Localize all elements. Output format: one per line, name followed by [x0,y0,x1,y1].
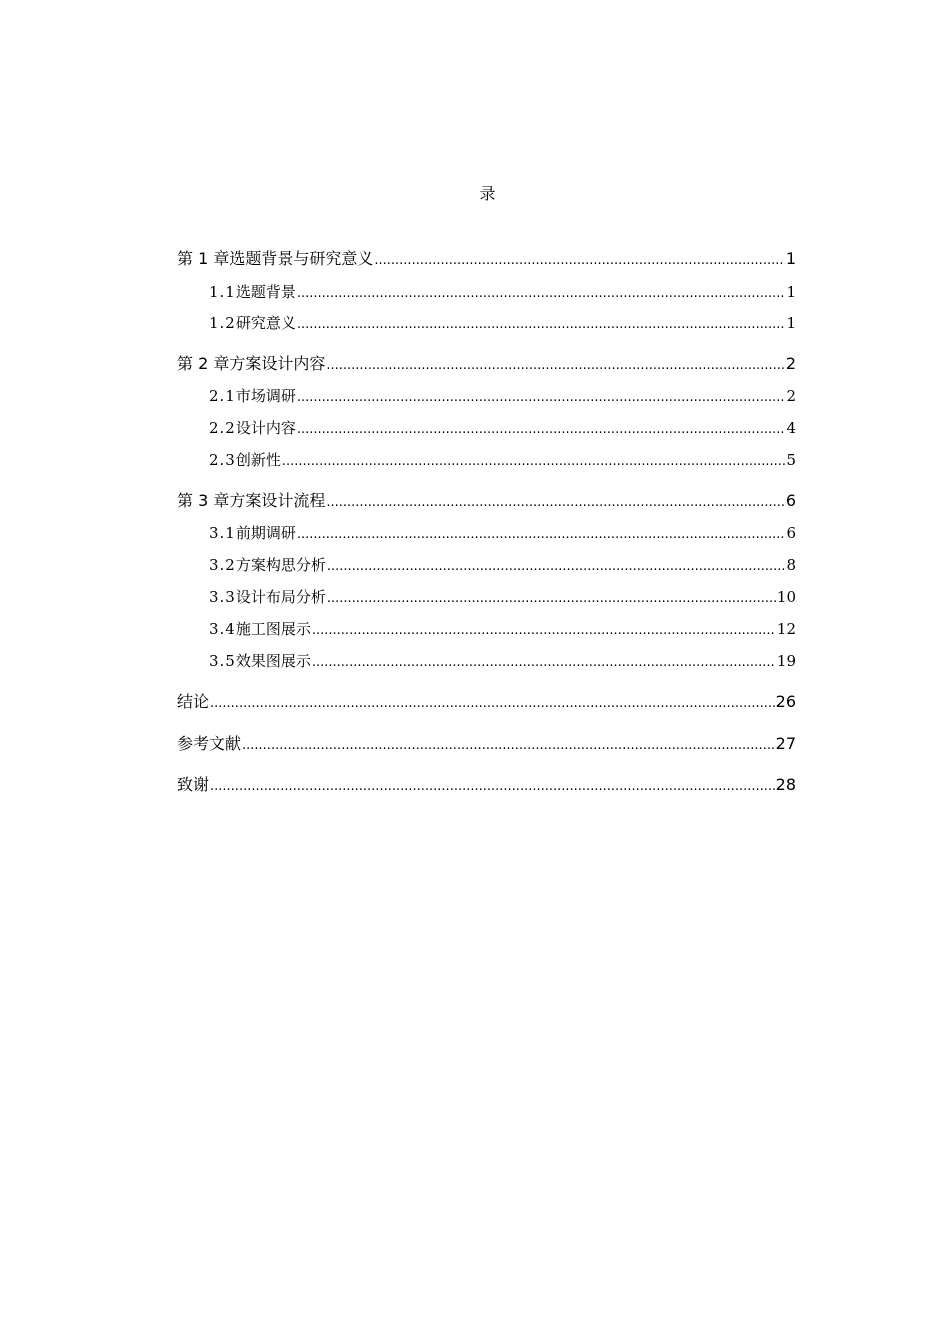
toc-dot-leader [297,387,786,409]
toc-entry-number: 1.2 [209,314,236,332]
toc-entry-title: 研究意义 [235,314,296,332]
toc-dot-leader [374,250,784,272]
toc-entry-title: 设计布局分析 [235,588,326,606]
toc-entry-page: 8 [786,556,796,574]
toc-entry-page: 2 [786,387,796,405]
toc-dot-leader [242,735,775,757]
toc-dot-leader [326,492,784,514]
toc-entry-title: 市场调研 [235,387,296,405]
toc-entry-chapter-2[interactable] [177,353,796,375]
toc-entry-title: 方案设计流程 [229,491,326,510]
toc-entry-title: 前期调研 [235,524,296,542]
toc-entry-section-1-2[interactable] [209,312,796,334]
toc-entry-number: 1.1 [209,283,236,301]
toc-dot-leader [312,620,776,642]
toc-entry-title: 选题背景 [235,283,296,301]
toc-entry-number: 3.2 [209,556,236,574]
toc-entry-title: 效果图展示 [235,652,311,670]
toc-entry-section-3-3[interactable] [209,586,796,608]
toc-dot-leader [297,419,786,441]
toc-entry-page: 12 [776,620,796,638]
toc-entry-page: 1 [786,314,796,332]
toc-entry-number: 3.1 [209,524,236,542]
toc-entry-page: 28 [775,775,796,794]
toc-entry-acknowledgements[interactable] [177,774,796,796]
toc-entry-page: 26 [775,692,796,711]
toc-dot-leader [297,283,786,305]
toc-entry-section-1-1[interactable] [209,281,796,303]
toc-dot-leader [326,355,784,377]
toc-dot-leader [282,451,786,473]
toc-entry-title: 结论 [177,692,210,711]
toc-entry-section-2-3[interactable] [209,449,796,471]
toc-entry-references[interactable] [177,733,796,755]
toc-entry-section-3-5[interactable] [209,650,796,672]
toc-dot-leader [297,524,786,546]
toc-entry-section-3-2[interactable] [209,554,796,576]
toc-entry-title: 方案设计内容 [229,354,326,373]
toc-entry-number: 3.5 [209,652,236,670]
toc-entry-title: 致谢 [177,775,210,794]
toc-dot-leader [210,776,775,798]
toc-entry-page: 6 [785,491,796,510]
toc-entry-section-3-1[interactable] [209,522,796,544]
toc-entry-number: 2.1 [209,387,236,405]
toc-entry-page: 1 [785,249,796,268]
toc-entry-title: 施工图展示 [235,620,311,638]
toc-entry-chapter-3[interactable] [177,490,796,512]
toc-entry-page: 2 [785,354,796,373]
toc-entry-chapter-1[interactable] [177,248,796,270]
toc-entry-section-3-4[interactable] [209,618,796,640]
toc-entry-number: 第 3 章 [177,491,230,510]
toc-entry-title: 参考文献 [177,734,242,753]
toc-entry-page: 6 [786,524,796,542]
toc-entry-number: 第 1 章 [177,249,230,268]
toc-entry-page: 1 [786,283,796,301]
toc-entry-title: 设计内容 [235,419,296,437]
toc-entry-number: 2.2 [209,419,236,437]
toc-entry-number: 3.4 [209,620,236,638]
page-title: 录 [479,184,496,203]
toc-entry-page: 19 [776,652,796,670]
toc-entry-page: 5 [786,451,796,469]
toc-entry-number: 2.3 [209,451,236,469]
toc-entry-number: 第 2 章 [177,354,230,373]
toc-dot-leader [327,588,776,610]
toc-entry-title: 选题背景与研究意义 [229,249,374,268]
toc-entry-page: 10 [776,588,796,606]
toc-entry-number: 3.3 [209,588,236,606]
toc-dot-leader [327,556,786,578]
toc-entry-title: 创新性 [235,451,281,469]
toc-dot-leader [312,652,776,674]
toc-dot-leader [210,693,775,715]
toc-entry-page: 4 [786,419,796,437]
toc-entry-title: 方案构思分析 [235,556,326,574]
toc-dot-leader [297,314,786,336]
toc-entry-section-2-2[interactable] [209,417,796,439]
toc-entry-section-2-1[interactable] [209,385,796,407]
toc-entry-conclusion[interactable] [177,691,796,713]
toc-entry-page: 27 [775,734,796,753]
